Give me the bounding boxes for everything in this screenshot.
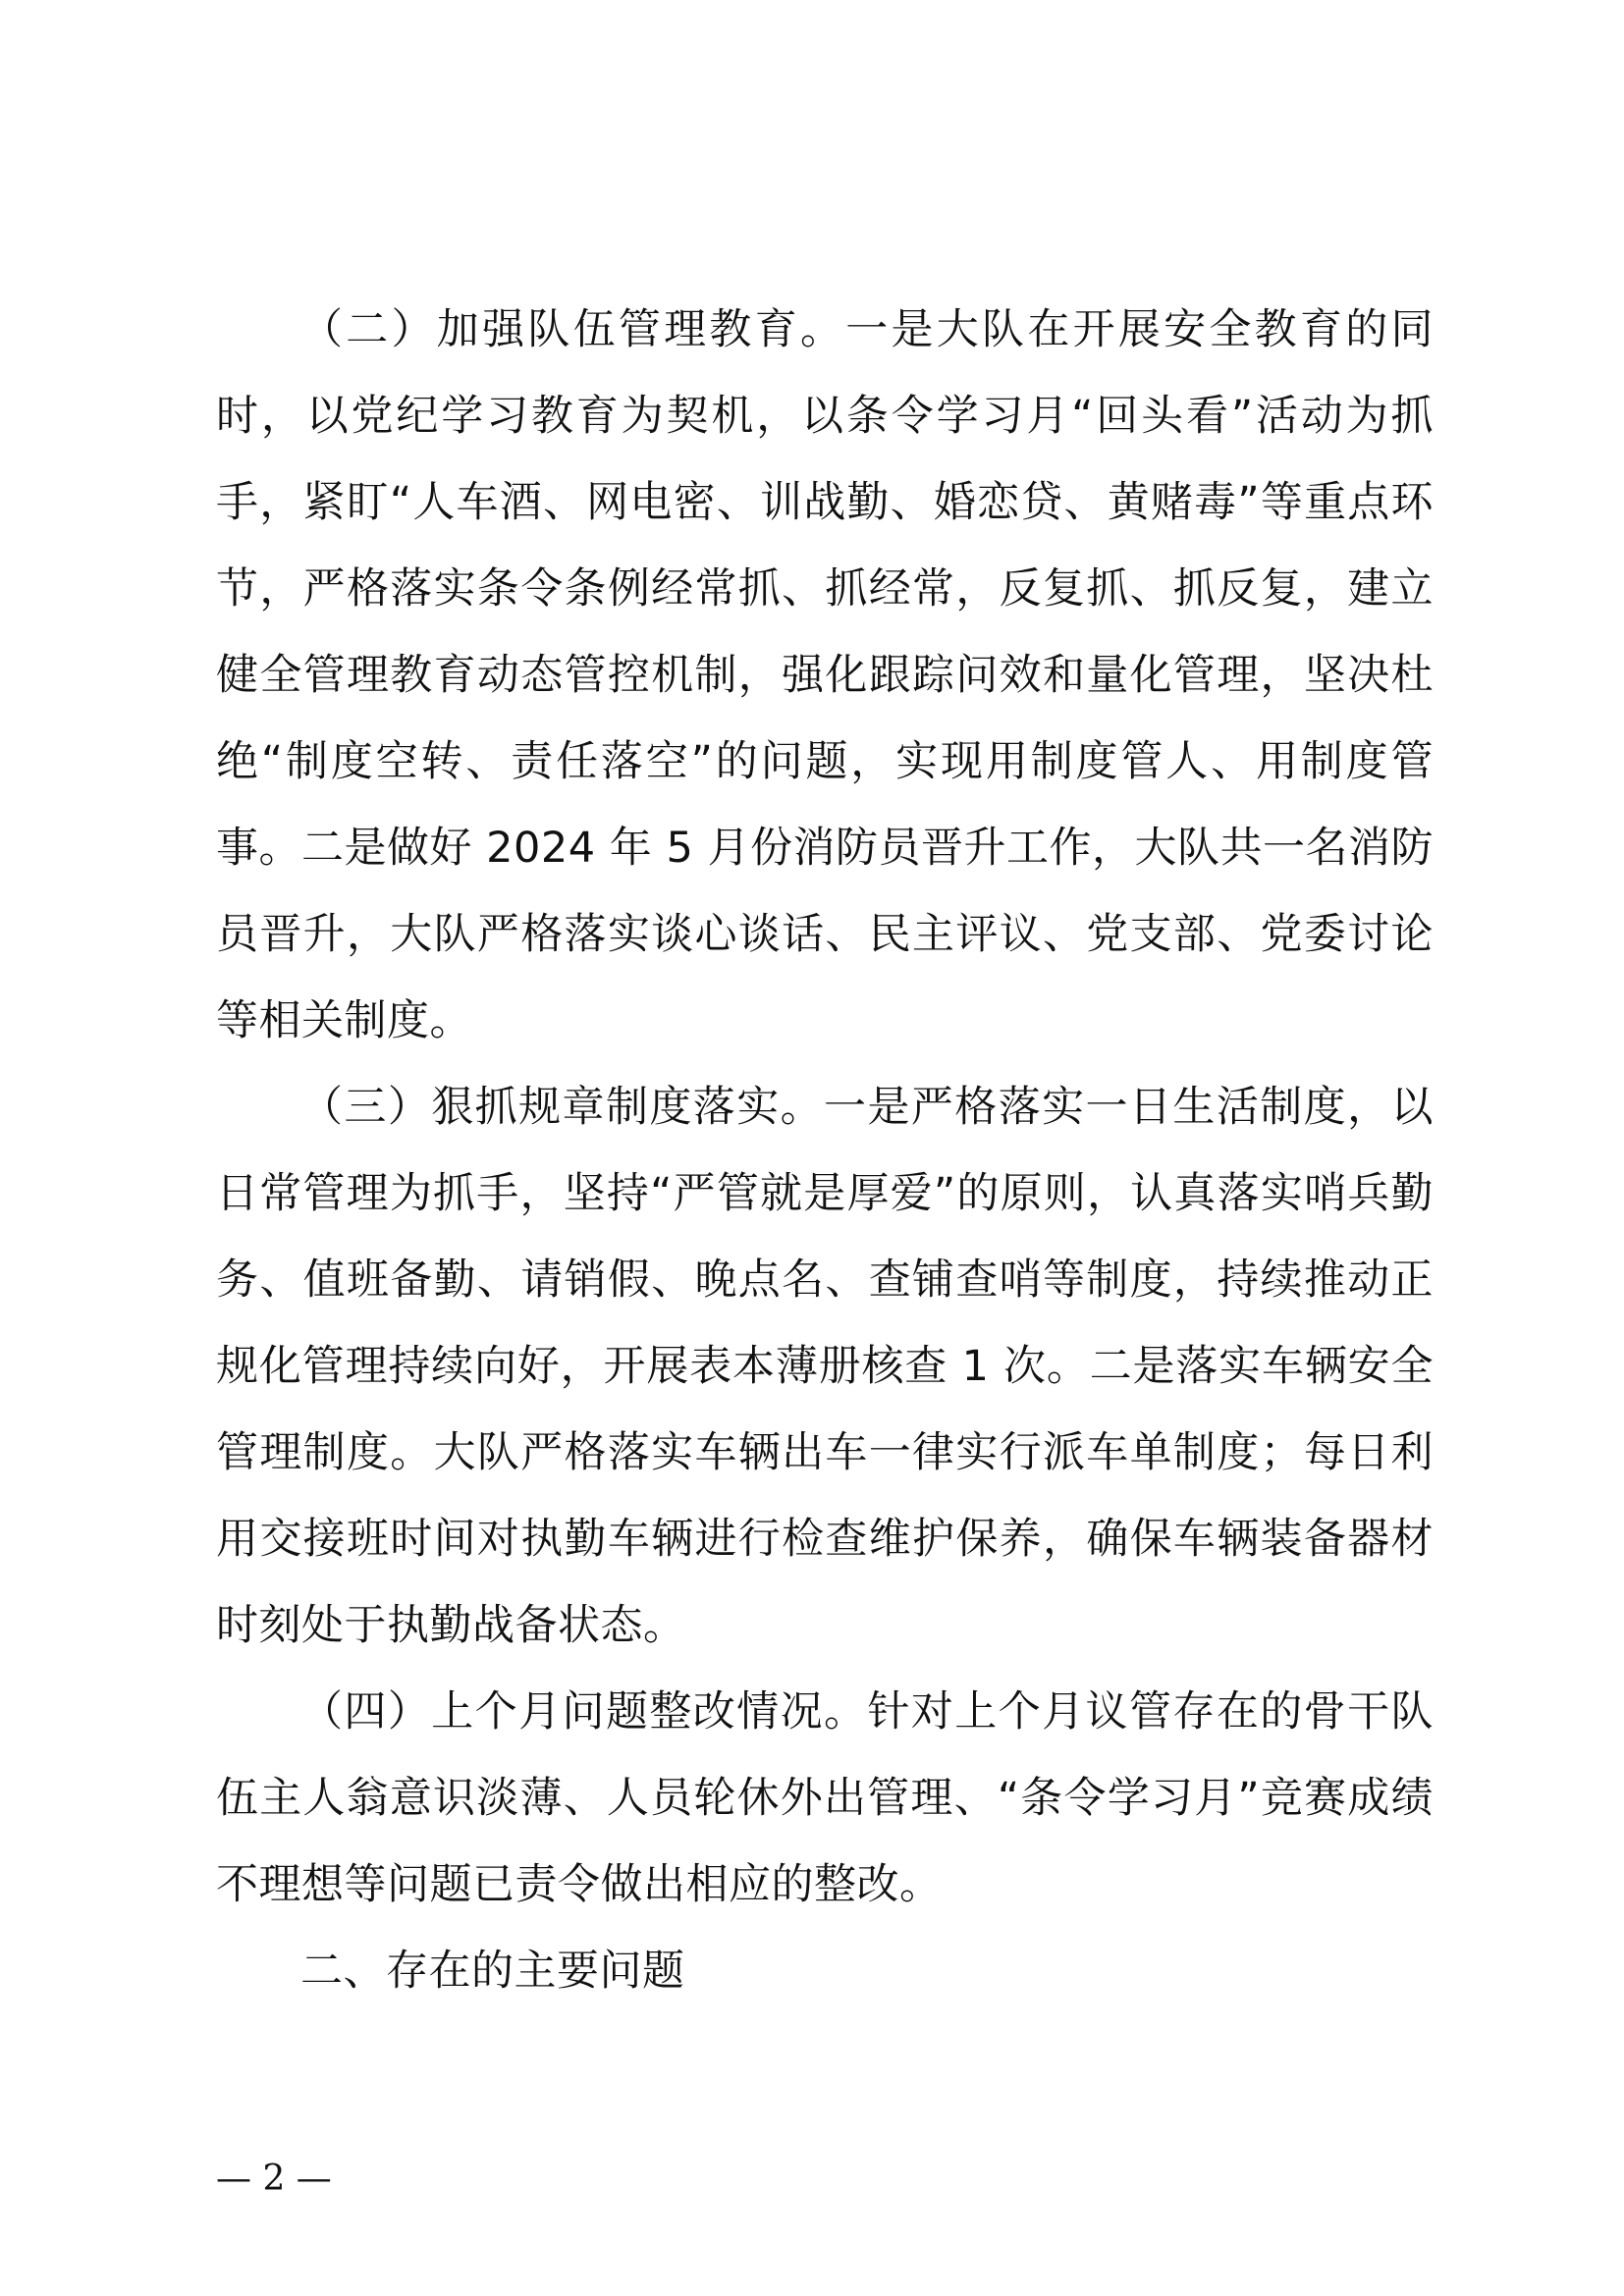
page-number: — 2 — [216, 2159, 332, 2199]
paragraph-team-management-education: （二）加强队伍管理教育。一是大队在开展安全教育的同时，以党纪学习教育为契机，以条令学习月“回头看”活动为抓手，紧盯“人车酒、网电密、训战勤、婚恋贷、黄赌毒”等重点环节，严格落实条令条例经常抓、抓经常，反复抓、抓反复，建立健全管理教育动态管控机制，强化跟踪问效和量化管理，坚决杜绝“制度空转、责任落空”的问题，实现用制度管人、用制度管事。二是做好 2024 年 5 月份消防员晋升工作，大队共一名消防员晋升，大队严格落实谈心谈话、民主评议、党支部、党委讨论等相关制度。 [216, 305, 1434, 1045]
section-heading-main-problems: 二、存在的主要问题 [300, 1947, 685, 1996]
paragraph-last-month-rectification: （四）上个月问题整改情况。针对上个月议管存在的骨干队伍主人翁意识淡薄、人员轮休外出管理、“条令学习月”竞赛成绩不理想等问题已责令做出相应的整改。 [216, 1687, 1434, 1909]
document-body [216, 287, 1434, 2014]
paragraph-rules-implementation: （三）狠抓规章制度落实。一是严格落实一日生活制度，以日常管理为抓手，坚持“严管就是厚爱”的原则，认真落实哨兵勤务、值班备勤、请销假、晚点名、查铺查哨等制度，持续推动正规化管理持续向好，开展表本薄册核查 1 次。二是落实车辆安全管理制度。大队严格落实车辆出车一律实行派车单制度；每日利用交接班时间对执勤车辆进行检查维护保养，确保车辆装备器材时刻处于执勤战备状态。 [216, 1083, 1434, 1650]
